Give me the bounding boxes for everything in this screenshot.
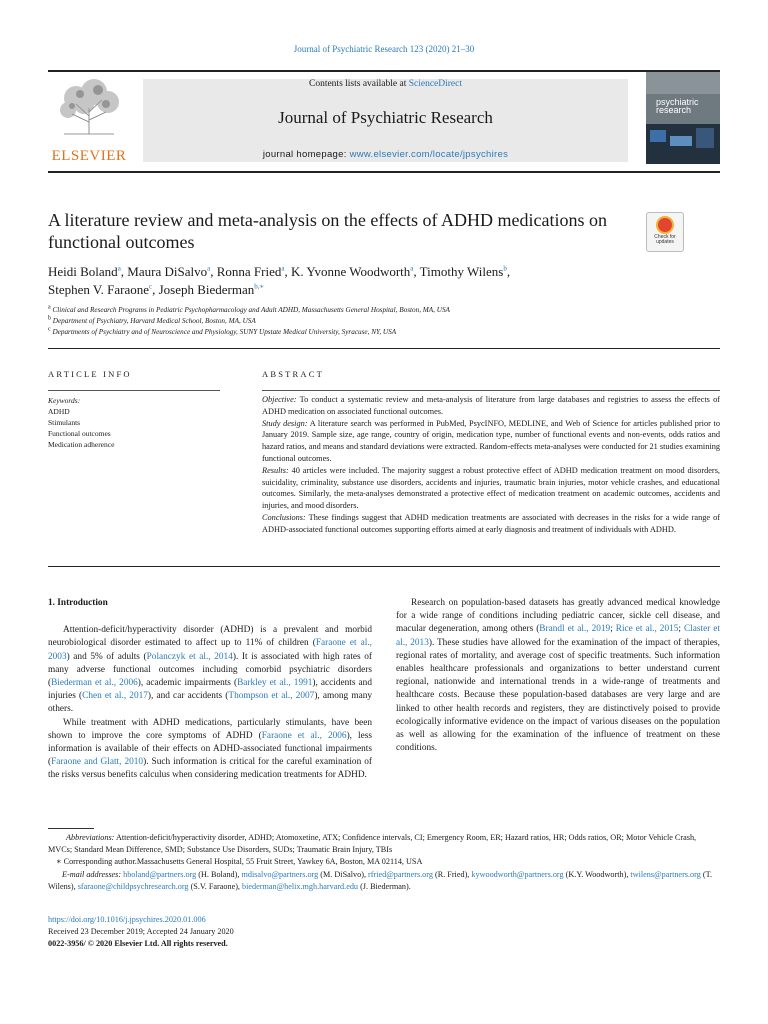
homepage-line — [143, 149, 628, 160]
paragraph — [396, 597, 720, 755]
paragraph — [48, 624, 372, 716]
paragraph-text: Attention-deficit/hyperactivity disorder (ADHD) is a prevalent and morbid neurobiological disorder estimated to affect up to 11% of children ( — [48, 625, 372, 649]
author-name: Ronna Fried — [216, 264, 282, 279]
paragraph-text: ), accidents and injuries ( — [48, 678, 372, 702]
article-title: A literature review and meta-analysis on the effects of ADHD medications on functional outcomes — [48, 210, 607, 252]
journal-name: Journal of Psychiatric Research — [278, 108, 493, 127]
corresponding-author: ∗ Corresponding author.Massachusetts General Hospital, 55 Fruit Street, Yawkey 6A, Boston, MA 02114, USA — [56, 857, 423, 867]
abstract-conclusions — [262, 512, 720, 536]
email-link[interactable]: hboland@partners.org — [123, 869, 197, 879]
email-owner: (J. Biederman). — [358, 881, 411, 891]
abstract-heading: ABSTRACT — [262, 369, 324, 379]
affiliation-text: Departments of Psychiatry and of Neuroscience and Physiology, SUNY Upstate Medical University, Syracuse, NY, USA — [50, 328, 397, 336]
citation-link[interactable]: Polanczyk et al., 2014 — [146, 651, 233, 662]
keyword: Stimulants — [48, 418, 81, 427]
affiliations — [48, 305, 708, 338]
homepage-prefix: journal homepage: — [262, 149, 350, 160]
section-heading-introduction: 1. Introduction — [48, 598, 108, 608]
citation-link[interactable]: Brandl et al., 2019 — [539, 624, 611, 635]
footnote-rule — [48, 828, 94, 829]
cover-top-band — [646, 72, 720, 94]
author-affiliation-link[interactable]: a — [281, 264, 285, 273]
paragraph — [48, 717, 372, 783]
header-bottom-rule — [48, 171, 720, 173]
paragraph-text: ). These studies have allowed for the examination of the impact of therapies, regional rates of mortality, and average cost of specific treatments. Such information enables healthcare professionals and organizations to better understand current regional, nationwide and international trends in a wide-range of treatments and healthcare costs. Because these population-based databases are very large and are linked to other health records and registers, they are distinctively poised to provide ecologically informative evidence on the impact of various diseases on the population as well as allowing for the examination of the influence of treatment on these conditions. — [396, 637, 721, 754]
citation-link[interactable]: Thompson et al., 2007 — [228, 691, 315, 702]
email-link[interactable]: biederman@helix.mgh.harvard.edu — [242, 881, 359, 891]
keyword: Functional outcomes — [48, 429, 111, 438]
paragraph-text: Research on population-based datasets has greatly advanced medical knowledge for a wide range of conditions including pediatric cancer, sickle cell disease, and macular degeneration, among others ( — [396, 598, 720, 635]
author-affiliation-link[interactable]: c — [148, 282, 153, 291]
copyright-line: 0022-3956/ © 2020 Elsevier Ltd. All rights reserved. — [48, 939, 228, 949]
paragraph-text: ). It is associated with high rates of many adverse functional outcomes including comorbid psychiatric disorders ( — [48, 651, 372, 689]
journal-banner — [143, 79, 628, 162]
email-label: E-mail addresses: — [62, 869, 124, 879]
author-affiliation-link[interactable]: a — [207, 264, 211, 273]
footnotes — [48, 832, 720, 893]
elsevier-logo[interactable] — [48, 76, 130, 164]
author-name: Heidi Boland — [48, 264, 118, 279]
conclusions-text: These findings suggest that ADHD medication treatments are associated with decreases in the risks for a wide range of ADHD-associated functional outcomes supporting efforts aimed at early diagnosis and treatment of individuals with ADHD. — [262, 512, 720, 534]
citation-link[interactable]: Rice et al., 2015 — [615, 624, 679, 635]
article-info-heading: ARTICLE INFO — [48, 369, 132, 379]
elsevier-wordmark: ELSEVIER — [51, 148, 127, 164]
journal-citation[interactable]: Journal of Psychiatric Research 123 (2020) 21–30 — [293, 44, 475, 54]
keywords-block — [48, 395, 220, 450]
author-affiliation-link[interactable]: b,∗ — [254, 282, 265, 291]
keyword: Medication adherence — [48, 440, 115, 449]
citation-link[interactable]: Faraone et al., 2006 — [261, 730, 347, 741]
cover-block — [696, 128, 714, 148]
journal-cover-image[interactable] — [646, 72, 720, 164]
abstract-results — [262, 465, 720, 512]
email-link[interactable]: mdisalvo@partners.org — [241, 869, 319, 879]
citation-link[interactable]: Faraone et al., 2003 — [48, 638, 372, 662]
affiliation — [48, 316, 708, 327]
citation-link[interactable]: Claster et al., 2013 — [396, 624, 720, 648]
paragraph-text: ), among many others. — [48, 691, 373, 715]
body-column-left — [48, 597, 372, 783]
abstract-text — [262, 394, 720, 536]
author-affiliation-link[interactable]: b — [503, 264, 507, 273]
email-link[interactable]: sfaraone@childpsychresearch.org — [77, 881, 189, 891]
body-column-right — [396, 597, 720, 755]
author-affiliation-link[interactable]: a — [410, 264, 414, 273]
email-owner: (T. Wilens), — [48, 869, 713, 891]
paragraph-text: ; — [610, 624, 616, 635]
email-link[interactable]: rfried@partners.org — [368, 869, 433, 879]
author-list: Heidi Boland$^a$, Maura DiSalvo$^a$, Ronna Fried$^a$, K. Yvonne Woodworth$^a$, Timothy Wilens$^b$, Stephen V. Faraone$^c$, Joseph Biederman$^{b,∗}$ — [48, 264, 511, 297]
cover-title — [656, 98, 699, 114]
crossmark-icon — [656, 216, 674, 234]
email-owner: (M. DiSalvo), — [318, 869, 369, 879]
affiliation — [48, 327, 708, 338]
received-accepted-dates: Received 23 December 2019; Accepted 24 January 2020 — [48, 927, 234, 937]
cover-block — [650, 130, 666, 142]
affiliation-marker: c — [48, 326, 51, 333]
paragraph-text: While treatment with ADHD medications, particularly stimulants, have been shown to improve the core symptoms of ADHD ( — [48, 717, 372, 741]
abstract-study-design — [262, 418, 720, 465]
publication-info — [48, 914, 720, 951]
citation-link[interactable]: Biederman et al., 2006 — [51, 678, 138, 689]
results-label: Results: — [262, 465, 289, 475]
keyword: ADHD — [48, 407, 70, 416]
contents-line — [143, 79, 628, 89]
sciencedirect-link[interactable]: ScienceDirect — [408, 79, 462, 89]
author-name: K. Yvonne Woodworth — [290, 264, 411, 279]
paragraph-text: ). Such information is critical for the careful examination of the risks versus benefits calculus when considering medication treatments for ADHD. — [48, 757, 372, 781]
affiliation-rule — [48, 348, 720, 349]
paragraph-text: ), academic impairments ( — [137, 678, 238, 689]
cover-title-line-1: psychiatric — [656, 97, 699, 107]
citation-link[interactable]: Chen et al., 2017 — [82, 691, 148, 702]
abbreviations-text: Attention-deficit/hyperactivity disorder, ADHD; Atomoxetine, ATX; Confidence intervals, CI; Emergency Room, ER; Hazard ratios, HR; Odds ratios, OR; Motor Vehicle Crash, MVCs; Standard Mean Difference, SMD; Substance Use Disorders, SUDs; Traumatic Brain Injury, TBIs — [48, 833, 697, 855]
author-affiliation-link[interactable]: a — [117, 264, 121, 273]
email-owner: (K.Y. Woodworth), — [563, 869, 631, 879]
body-rule — [48, 566, 720, 567]
keywords-label: Keywords: — [48, 396, 81, 405]
author-name: Stephen V. Faraone — [48, 282, 149, 297]
paragraph-text: ), and car accidents ( — [147, 691, 229, 702]
affiliation-marker: a — [48, 304, 51, 311]
cover-title-line-2: research — [656, 105, 692, 115]
author-name: Joseph Biederman — [158, 282, 255, 297]
email-link[interactable]: twilens@partners.org — [630, 869, 701, 879]
email-owner: (R. Fried), — [432, 869, 472, 879]
abstract-objective — [262, 394, 720, 418]
email-addresses — [48, 869, 720, 893]
homepage-link[interactable]: www.elsevier.com/locate/jpsychires — [349, 149, 509, 160]
author-name: Maura DiSalvo — [127, 264, 208, 279]
email-link[interactable]: kywoodworth@partners.org — [471, 869, 564, 879]
results-text: 40 articles were included. The majority suggest a robust protective effect of ADHD medication treatment on mood disorders, suicidality, criminality, substance use disorders, accidents and injuries, traumatic brain injuries, motor vehicle crashes, and educational outcomes. Similarly, the meta-analyses demonstrated a protective effect of medication treatment on academic outcomes, accidents and injuries, and mood disorders. — [262, 465, 720, 511]
citation-link[interactable]: Barkley et al., 1991 — [237, 678, 313, 689]
objective-label: Objective: — [262, 395, 297, 404]
abstract-rule — [262, 390, 720, 391]
paragraph-text: ) and 5% of adults ( — [66, 651, 147, 662]
crossmark-label: Check for updates — [654, 234, 676, 245]
elsevier-tree-icon — [54, 78, 124, 136]
email-owner: (H. Boland), — [196, 869, 242, 879]
cover-block — [670, 136, 692, 146]
affiliation-text: Clinical and Research Programs in Pediatric Psychopharmacology and Adult ADHD, Massachusetts General Hospital, Boston, MA, USA — [50, 306, 450, 314]
affiliation-marker: b — [48, 315, 51, 322]
paragraph-text: ), less information is available of their effects on ADHD-associated functional impairments ( — [48, 730, 372, 768]
objective-text: To conduct a systematic review and meta-analysis of literature from large databases and registries to assess the effects of ADHD medication on associated functional outcomes. — [262, 395, 720, 416]
abbreviations-label: Abbreviations: — [66, 833, 115, 842]
abbreviations-footnote — [48, 832, 720, 856]
design-label: Study design: — [262, 418, 308, 428]
conclusions-label: Conclusions: — [262, 512, 306, 522]
affiliation-text: Department of Psychiatry, Harvard Medical School, Boston, MA, USA — [51, 317, 256, 325]
author-name: Timothy Wilens — [419, 264, 504, 279]
header-top-rule — [48, 70, 720, 72]
contents-prefix: Contents lists available at — [308, 79, 409, 89]
citation-link[interactable]: Faraone and Glatt, 2010 — [51, 757, 144, 768]
paragraph-text: ; — [678, 624, 684, 635]
email-owner: (S.V. Faraone), — [188, 881, 243, 891]
check-for-updates-button[interactable] — [646, 212, 684, 252]
affiliation — [48, 305, 708, 316]
doi-link[interactable]: https://doi.org/10.1016/j.jpsychires.2020.01.006 — [48, 915, 206, 924]
article-info-rule — [48, 390, 220, 391]
design-text: A literature search was performed in PubMed, PsycINFO, MEDLINE, and Web of Science for articles published prior to January 2019. Sample size, age range, country of origin, medication type, number of functional events and non-events, odds ratios and hazard ratios, and means and standard deviations were extracted. Random-effects meta-analyses were conducted for 21 studies examining functional outcomes. — [262, 418, 721, 463]
